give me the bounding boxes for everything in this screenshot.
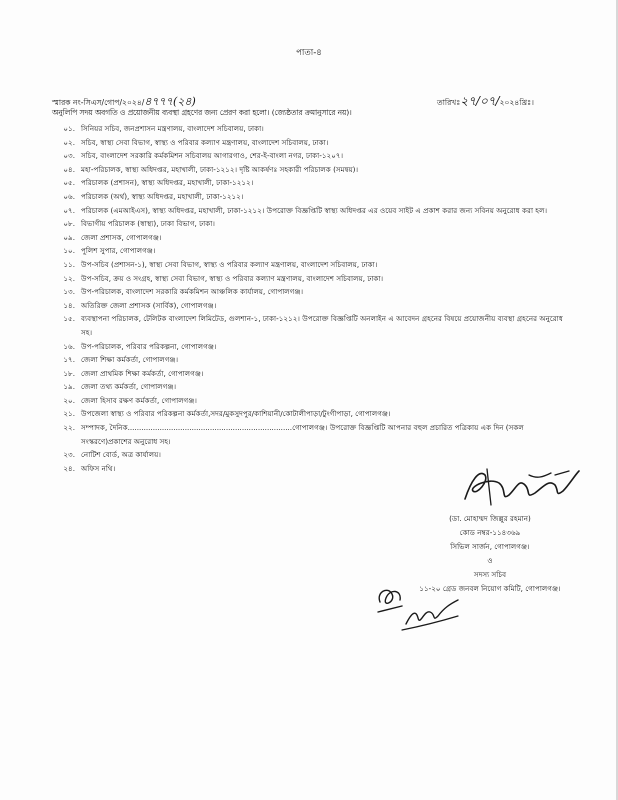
recipient-item xyxy=(52,380,572,394)
recipient-text: সচিব, বাংলাদেশ সরকারি কর্মকমিশন সচিবালয় আগারগাও, শের-ই-বাংলা নগর, ঢাকা-১২০৭। xyxy=(81,151,344,161)
recipient-item xyxy=(52,163,572,177)
recipient-item xyxy=(52,367,572,381)
recipient-text: উপজেলা স্বাস্থ্য ও পরিবার পরিকল্পনা কর্মকর্তা,সদর/মুকসুদপুর/কাশিয়ানী/কোটালীপাড়া/টুংগীপাড়া, গোপালগঞ্জ। xyxy=(81,409,391,419)
recipient-item xyxy=(52,421,572,448)
recipient-text: জেলা শিক্ষা কর্মকর্তা, গোপালগঞ্জ। xyxy=(81,355,179,365)
recipient-item xyxy=(52,204,572,218)
recipient-item xyxy=(52,149,572,163)
recipient-text: ব্যবস্থাপনা পরিচালক, টেলিটক বাংলাদেশ লিমিটেড, গুলশান-১, ঢাকা-১২১২। উপরোক্ত বিজ্ঞপ্তিটি অনলাইন এ আবেদন গ্রহনের বিষয়ে প্রয়োজনীয় ব্যবস্থা গ্রহনের অনুরোধ সহ। xyxy=(81,314,563,337)
recipient-text: জেলা হিসাব রক্ষণ কর্মকর্তা, গোপালগঞ্জ। xyxy=(81,395,197,405)
signature-image xyxy=(459,461,585,511)
date-handwritten: ২৭/০৭/ xyxy=(460,94,500,108)
recipient-text: পুলিশ সুপার, গোপালগঞ্জ। xyxy=(81,246,156,256)
recipient-text: মহা-পরিচালক, স্বাস্থ্য অধিদপ্তর, মহাখালী, ঢাকা-১২১২। দৃষ্টি আকর্ষণঃ সহকারী পরিচালক (সমন্বয়)। xyxy=(81,164,359,174)
recipient-text: উপ-সচিব (প্রশাসন-১), স্বাস্থ্য সেবা বিভাগ, স্বাস্থ্য ও পরিবার কল্যাণ মন্ত্রণালয়, বাংলাদেশ সচিবালয়, ঢাকা। xyxy=(81,259,378,269)
recipient-item xyxy=(52,407,572,421)
recipient-text: পরিচালক (প্রশাসন), স্বাস্থ্য অধিদপ্তর, মহাখালী, ঢাকা-১২১২। xyxy=(81,178,254,188)
recipient-text: উপ-সচিব, ক্রয় ও সংগ্রহ, স্বাস্থ্য সেবা বিভাগ, স্বাস্থ্য ও পরিবার কল্যাণ মন্ত্রণালয়, বাংলাদেশ সচিবালয়, ঢাকা। xyxy=(81,273,384,283)
document-date xyxy=(437,93,534,113)
recipient-item xyxy=(52,176,572,190)
date-label: তারিখঃ xyxy=(437,98,461,107)
recipient-item xyxy=(52,448,572,462)
recipient-text: পরিচালক (এমআইএস), স্বাস্থ্য অধিদপ্তর, মহাখালী, ঢাকা-১২১২। উপরোক্ত বিজ্ঞপ্তিটি স্বাস্থ্য অধিদপ্তর এর ওয়েব সাইট এ প্রকাশ করার জন্য সবিনয় অনুরোধ করা হল। xyxy=(81,205,548,215)
recipient-item xyxy=(52,217,572,231)
recipient-number: ১০. xyxy=(63,246,75,256)
recipient-number: ২৪. xyxy=(63,463,75,473)
recipient-number: ০৭. xyxy=(63,205,75,215)
recipient-number: ০৬. xyxy=(63,191,75,201)
recipient-number: ০৯. xyxy=(63,232,75,242)
recipient-text: সম্পাদক, দৈনিক........................................................................গোপালগঞ্জ। উপরোক্ত বিজ্ঞপ্তিটি আপনার বহুল প্রচারিত পত্রিকায় এক দিন (সকল সংস্করণে)প্রকাশের অনুরোধ সহ। xyxy=(81,423,524,446)
recipient-item xyxy=(52,244,572,258)
recipient-number: ২১. xyxy=(63,409,75,419)
signatory-and: ও xyxy=(487,556,493,565)
recipient-text: বিভাগীয় পরিচালক (স্বাস্থ্য), ঢাকা বিভাগ, ঢাকা। xyxy=(81,219,215,229)
recipient-text: জেলা তথ্য কর্মকর্তা, গোপালগঞ্জ। xyxy=(81,382,177,392)
memo-handwritten: ৪৭৭৭(২৪) xyxy=(144,95,196,108)
recipient-number: ০১. xyxy=(63,124,75,133)
recipient-text: সিনিয়র সচিব, জনপ্রশাসন মন্ত্রণালয়, বাংলাদেশ সচিবালয়, ঢাকা। xyxy=(81,124,264,133)
recipient-number: ২২. xyxy=(63,423,75,433)
recipient-text: পরিচালক (অর্থ), স্বাস্থ্য অধিদপ্তর, মহাখালী, ঢাকা-১২১২। xyxy=(81,191,244,201)
recipient-text: জেলা প্রশাসক, গোপালগঞ্জ। xyxy=(81,232,162,242)
recipient-item xyxy=(52,272,572,286)
recipient-number: ০৩. xyxy=(63,151,75,161)
recipient-text: নোটিশ বোর্ড, অত্র কার্যালয়। xyxy=(81,450,161,460)
recipient-number: ১৩. xyxy=(63,287,75,297)
recipient-item xyxy=(52,353,572,367)
recipient-text: জেলা প্রাথমিক শিক্ষা কর্মকর্তা, গোপালগঞ্জ। xyxy=(81,368,204,378)
recipient-text: উপ-পরিচালক, পরিবার পরিকল্পনা, গোপালগঞ্জ। xyxy=(81,341,217,351)
recipient-number: ১১. xyxy=(63,259,75,269)
recipient-item xyxy=(52,258,572,272)
copy-intro: অনুলিপি সদয় অবগতি ও প্রয়োজনীয় ব্যবস্থা গ্রহণের জন্য প্রেরণ করা হলো। (জ্যেষ্ঠতার ক্রমানুসারে নয়)। xyxy=(52,108,352,117)
recipient-number: ১৬. xyxy=(63,341,75,351)
signatory-code: কোড নম্বর-১১৪৩৬৯ xyxy=(459,528,521,537)
recipient-number: ১২. xyxy=(63,273,75,283)
recipient-number: ২৩. xyxy=(63,450,75,460)
recipient-text: সচিব, স্বাস্থ্য সেবা বিভাগ, স্বাস্থ্য ও পরিবার কল্যাণ মন্ত্রণালয়, বাংলাদেশ সচিবালয়, ঢাকা। xyxy=(81,137,329,147)
recipient-item xyxy=(52,394,572,408)
recipient-item xyxy=(52,122,572,136)
recipient-number: ১৫. xyxy=(63,314,75,324)
initial-stamp-image xyxy=(372,582,462,634)
date-suffix: ২০২৪খ্রিঃ। xyxy=(499,98,534,107)
recipient-number: ০৪. xyxy=(63,164,75,174)
memo-prefix: স্মারক নং-সিএস/গোপ/২০২৪/ xyxy=(52,98,145,107)
recipient-text: অতিরিক্ত জেলা প্রশাসক (সার্বিক), গোপালগঞ্জ। xyxy=(81,300,217,310)
recipient-number: ১৮. xyxy=(63,368,75,378)
recipient-item xyxy=(52,340,572,354)
recipient-number: ১৯. xyxy=(63,382,75,392)
recipient-item xyxy=(52,285,572,299)
recipient-item xyxy=(52,231,572,245)
recipient-list xyxy=(52,122,572,475)
recipient-number: ২০. xyxy=(63,395,75,405)
recipient-item xyxy=(52,190,572,204)
signatory-member: সদস্য সচিব xyxy=(473,570,507,579)
signatory-committee: ১১-২০ গ্রেড জনবল নিয়োগ কমিটি, গোপালগঞ্জ। xyxy=(419,584,561,593)
recipient-number: ১৪. xyxy=(63,300,75,310)
recipient-item xyxy=(52,299,572,313)
recipient-number: ১৭. xyxy=(63,355,75,365)
recipient-item xyxy=(52,136,572,150)
recipient-number: ০২. xyxy=(63,137,75,147)
signatory-name: (ডা. মোহাম্মদ জিল্লুর রহমান) xyxy=(449,514,531,523)
recipient-item xyxy=(52,312,572,339)
recipient-text: উপ-পরিচালক, বাংলাদেশ সরকারি কর্মকমিশন আঞ্চলিক কার্যালয়, গোপালগঞ্জ। xyxy=(81,287,304,297)
recipient-number: ০৫. xyxy=(63,178,75,188)
signatory-title: সিভিল সার্জন, গোপালগঞ্জ। xyxy=(450,542,530,551)
recipient-text: অফিস নথি। xyxy=(81,463,116,473)
page-number: পাতা-৪ xyxy=(296,48,322,58)
recipient-number: ০৮. xyxy=(63,219,75,229)
